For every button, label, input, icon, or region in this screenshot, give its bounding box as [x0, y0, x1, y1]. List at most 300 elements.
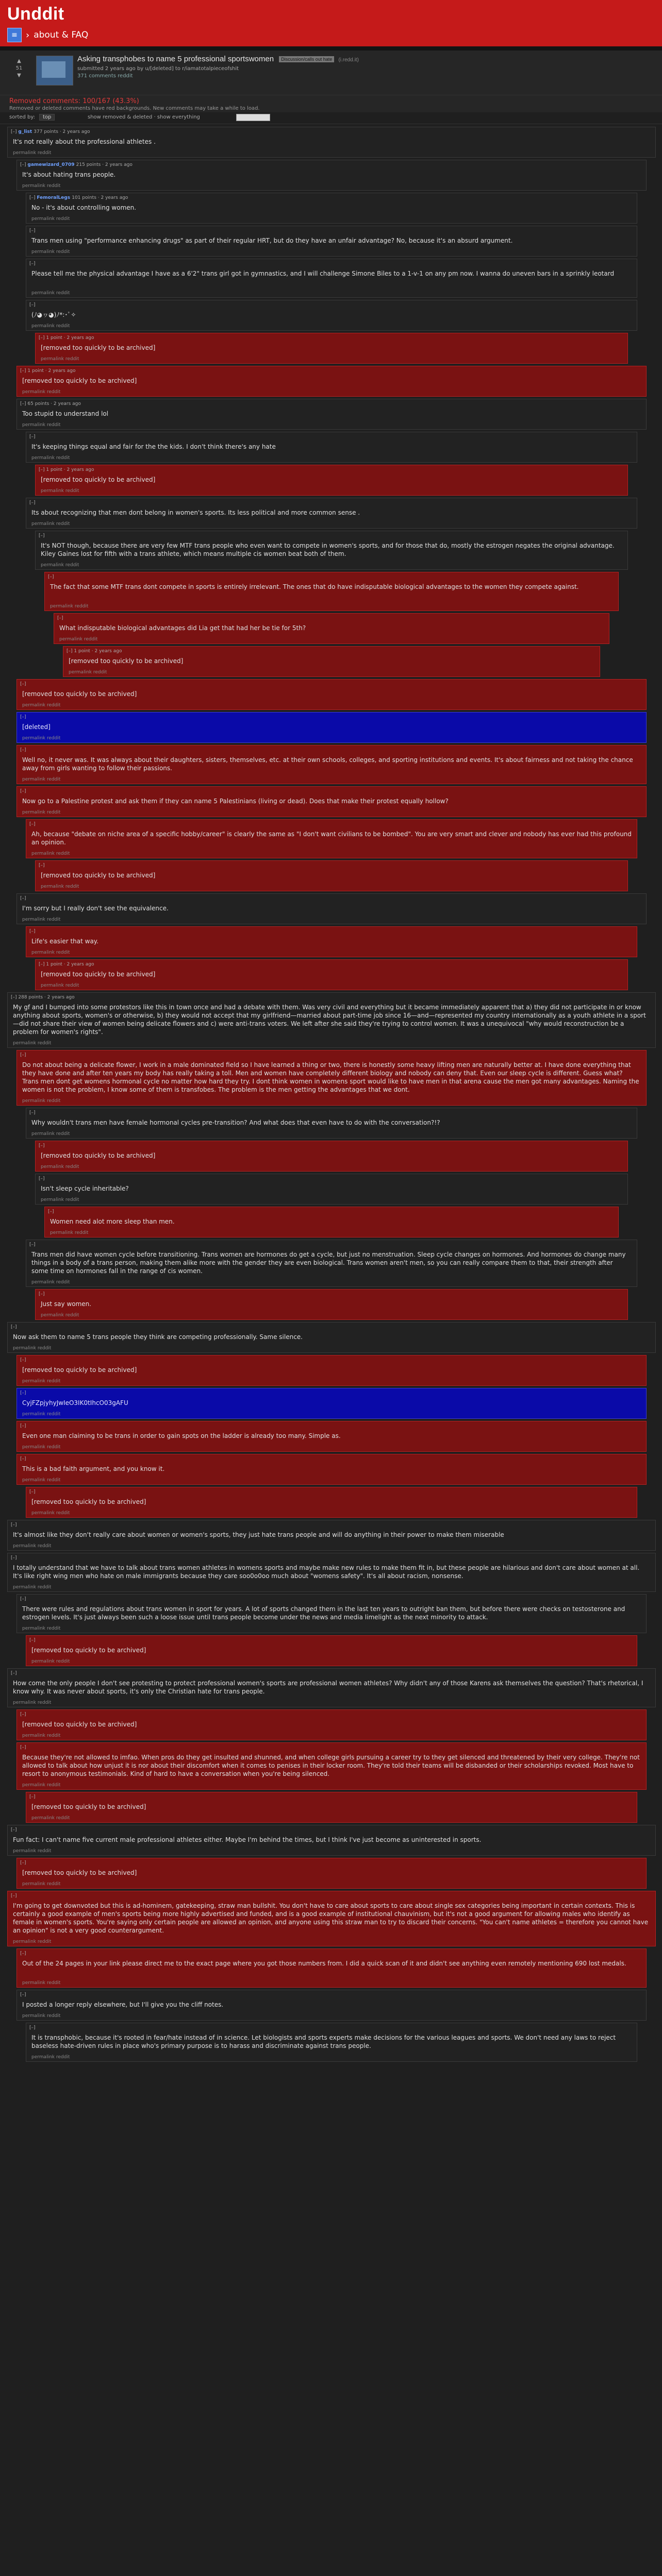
comment-body: My gf and I bumped into some protestors like this in town once and had a debate with them. Was very civil and everything but it became immediately apparent that a) they did not participate in or know anything about sports, women's or otherwise, b) they would not accept that my girlfriend—married about part-time job since 16—and—represented my country internationally as a youth athlete in a sport—did not share their view of women being delicate flowers and c) were anti-trans voters. We left after she said they're trying to control women. It was a unequivocal "why would reconstruction be a problem for women's rights". — [13, 1004, 646, 1036]
comment — [16, 1948, 647, 1988]
comment — [26, 1240, 637, 1287]
comment-body: Trans men using "performance enhancing drugs" as part of their regular HRT, but do they have an unfair advantage? No, because it's an absurd argument. — [31, 237, 513, 244]
collapse-toggle[interactable]: [–] — [20, 789, 26, 794]
comment-body: Women need alot more sleep than men. — [50, 1218, 175, 1225]
comment-meta — [67, 649, 122, 654]
comment-score: 65 points · 2 years ago — [27, 401, 81, 406]
comment-body: (ﾉ◕ヮ◕)ﾉ*:･ﾟ✧ — [31, 311, 76, 318]
comment-body: Ah, because "debate on niche area of a specific hobby/career" is clearly the same as "I don't want civilians to be bombed". You are very smart and clever and nobody has ever had this profound an opinion. — [31, 831, 632, 846]
comment-meta — [20, 1992, 26, 1997]
comment-body: I'm sorry but I really don't see the equivalence. — [22, 905, 169, 912]
comment-body: Just say women. — [41, 1300, 92, 1308]
collapse-toggle[interactable]: [–] — [29, 822, 36, 827]
comment-meta — [29, 302, 36, 308]
collapse-toggle[interactable]: [–] — [20, 748, 26, 753]
comment-body: Too stupid to understand lol — [22, 410, 109, 417]
comment-meta — [11, 1893, 17, 1899]
comment-meta — [29, 1489, 36, 1495]
comment — [7, 1825, 656, 1856]
search-input[interactable] — [236, 114, 270, 121]
comment-meta — [39, 962, 94, 967]
comment-permalink[interactable]: permalink reddit — [13, 150, 52, 156]
downvote-icon[interactable]: ▼ — [17, 73, 21, 78]
comment-permalink[interactable]: permalink reddit — [22, 1478, 61, 1483]
comment-permalink[interactable]: permalink reddit — [41, 488, 79, 494]
collapse-toggle[interactable]: [–] — [48, 1209, 54, 1214]
collapse-toggle[interactable]: [–] — [20, 682, 26, 687]
comment-meta — [20, 715, 26, 720]
comment-permalink[interactable]: permalink reddit — [31, 291, 70, 296]
comment-meta — [29, 434, 36, 439]
comment-permalink[interactable]: permalink reddit — [22, 183, 61, 189]
post-comments-link[interactable]: 371 comments reddit — [77, 73, 133, 79]
comment-meta — [29, 1638, 36, 1643]
comment-score: 1 point · 2 years ago — [27, 368, 76, 374]
removed-note: Removed or deleted comments have red backgrounds. New comments may take a while to load. — [9, 106, 260, 111]
comment-meta — [20, 162, 133, 167]
comment-permalink[interactable]: permalink reddit — [50, 1230, 89, 1235]
comment-body: No - it's about controlling women. — [31, 204, 137, 211]
collapse-toggle[interactable]: [–] — [29, 261, 36, 266]
removed-count: Removed comments: 100/167 (43.3%) — [9, 97, 139, 105]
comment — [7, 127, 656, 158]
comment-permalink[interactable]: permalink reddit — [31, 1511, 70, 1516]
comment-meta — [20, 1423, 26, 1429]
post-title-text[interactable]: Asking transphobes to name 5 professional sportswomen — [77, 55, 274, 63]
comment-permalink[interactable]: permalink reddit — [22, 736, 61, 741]
comment-permalink[interactable]: permalink reddit — [31, 324, 70, 329]
comment — [35, 1141, 628, 1172]
comment — [35, 1289, 628, 1320]
comment-meta — [20, 1053, 26, 1058]
comment — [44, 1207, 619, 1238]
comment-meta — [11, 1522, 17, 1528]
collapse-toggle[interactable]: [–] — [20, 1712, 26, 1717]
collapse-toggle[interactable]: [–] — [29, 228, 36, 233]
comment-body: It's almost like they don't really care about women or women's sports, they just hate trans people and will do anything in their power to make them miserable — [13, 1531, 504, 1538]
comment — [26, 819, 637, 858]
comment-permalink[interactable]: permalink reddit — [41, 983, 79, 988]
collapse-toggle[interactable]: [–] — [29, 1794, 36, 1800]
upvote-icon[interactable]: ▲ — [17, 58, 21, 64]
comment — [16, 1454, 647, 1485]
sort-label: sorted by: — [9, 114, 35, 120]
comment-body: Life's easier that way. — [31, 938, 99, 945]
comment — [63, 646, 600, 677]
chevron-right-icon: › — [26, 29, 30, 41]
comment — [16, 745, 647, 784]
post-submitted: submitted 2 years ago by u/[deleted] to r/iamatotalpieceofshit — [77, 66, 239, 72]
comment — [16, 1594, 647, 1633]
comment — [35, 1174, 628, 1205]
comment-body: [removed too quickly to be archived] — [41, 1152, 156, 1159]
comment-author[interactable]: g_list — [18, 129, 34, 134]
comment — [16, 1355, 647, 1386]
comment-meta — [48, 574, 54, 580]
collapse-toggle[interactable]: [–] — [20, 368, 28, 374]
collapse-toggle[interactable]: [–] — [20, 1456, 26, 1462]
comment-meta — [11, 1555, 17, 1561]
comment — [7, 992, 656, 1048]
comment-meta — [29, 261, 36, 266]
comment-permalink[interactable]: permalink reddit — [22, 777, 61, 782]
comment-meta — [29, 1242, 36, 1247]
comment-body: [removed too quickly to be archived] — [31, 1498, 146, 1505]
comment-body: Because they're not allowed to imfao. When pros do they get insulted and shunned, and when college girls pursuing a career try to they get silenced and threatened by their very college. They're not allowed to talk about how unjust it is nor about their discomfort when it comes to penises in their locker room. They're told their teams will be disbanded or their scholarships revoked. Most have to resort to anonymous testimonials. Kind of hard to have a conversation when you're being silenced. — [22, 1754, 640, 1777]
comment-body: [removed too quickly to be archived] — [31, 1647, 146, 1654]
comment-body: Even one man claiming to be trans in order to gain spots on the ladder is already too many. Simple as. — [22, 1432, 341, 1439]
menu-icon[interactable]: ≡ — [7, 28, 22, 42]
comment-permalink[interactable]: permalink reddit — [13, 1585, 52, 1590]
comment-body: [removed too quickly to be archived] — [41, 971, 156, 978]
collapse-toggle[interactable]: [–] — [48, 574, 54, 580]
comment-meta — [20, 1951, 26, 1956]
comment-meta — [29, 929, 36, 934]
comment-meta — [20, 682, 26, 687]
collapse-toggle[interactable]: [–] — [20, 1423, 26, 1429]
comment-body: Trans men did have women cycle before transitioning. Trans women are hormones do get a cycle, but just no menstruation. Sleep cycle changes on hormones. And hormones do change many things in a body of a trans person, making them alike more with the gender they are even biological. Trans women aren't men, so you can really compare them to that, their strength after some time on hormones fall in the range of cis women. — [31, 1251, 626, 1275]
comment — [16, 1388, 647, 1419]
comment-meta — [48, 1209, 54, 1214]
collapse-toggle[interactable]: [–] — [20, 1951, 26, 1956]
comment-body: [removed too quickly to be archived] — [69, 657, 184, 665]
collapse-toggle[interactable]: [–] — [29, 1110, 36, 1115]
comment — [16, 786, 647, 817]
comment-meta — [11, 1671, 17, 1676]
comment-meta — [20, 1456, 26, 1462]
comment-body: [removed too quickly to be archived] — [22, 1869, 137, 1876]
comment-meta — [39, 1292, 45, 1297]
comment-meta — [20, 1712, 26, 1717]
comment-author[interactable]: gamewizard_0709 — [27, 162, 76, 167]
collapse-toggle[interactable]: [–] — [39, 1143, 45, 1148]
comment-body: I totally understand that we have to talk about trans women athletes in womens sports and maybe make new rules to make them fit in, but these people are hilarious and don't care about women at all. It's like right wing men who hate on male immigrants because they care soo0o0oo much about "womens safety". It's all about racism, nonsense. — [13, 1564, 640, 1580]
comment-meta — [20, 789, 26, 794]
comment-meta — [20, 1358, 26, 1363]
comment-meta — [29, 500, 36, 505]
about-link[interactable]: about & FAQ — [34, 30, 89, 40]
comment-permalink[interactable]: permalink reddit — [31, 1280, 70, 1285]
comment-permalink[interactable]: permalink reddit — [13, 1041, 52, 1046]
comment — [26, 2023, 637, 2062]
comment — [7, 1668, 656, 1707]
comment-meta — [11, 1827, 17, 1833]
comment-permalink[interactable]: permalink reddit — [31, 1659, 70, 1664]
collapse-toggle[interactable]: [–] — [20, 1860, 26, 1866]
comment-score: 1 point · 2 years ago — [74, 649, 122, 654]
comment-body: The fact that some MTF trans dont compete in sports is entirely irrelevant. The ones that do have indisputable biological advantages to the women they compete against. — [50, 583, 579, 590]
collapse-toggle[interactable]: [–] — [39, 962, 46, 967]
collapse-toggle[interactable]: [–] — [20, 1745, 26, 1750]
post-vote — [12, 58, 26, 79]
comment-body: It's about hating trans people. — [22, 171, 116, 178]
comment-score: 377 points · 2 years ago — [34, 129, 90, 134]
comment-body: What indisputable biological advantages did Lia get that had her be tie for 5th? — [59, 624, 306, 632]
comment — [16, 1709, 647, 1740]
comment — [35, 333, 628, 364]
comment-body: Why wouldn't trans men have female hormonal cycles pre-transition? And what does that even have to do with the conversation?!? — [31, 1119, 440, 1126]
collapse-toggle[interactable]: [–] — [39, 467, 46, 472]
comment — [26, 432, 637, 463]
collapse-toggle[interactable]: [–] — [57, 616, 63, 621]
comment-permalink[interactable]: permalink reddit — [59, 637, 98, 642]
comment-permalink[interactable]: permalink reddit — [31, 1816, 70, 1821]
show-label: show removed & deleted · show everything — [88, 114, 200, 120]
comment-body: Out of the 24 pages in your link please direct me to the exact page where you got those numbers from. I did a quick scan of it and didn't see anything even remotely mentioning 690 lost medals. — [22, 1960, 626, 1967]
comment-meta — [20, 1860, 26, 1866]
collapse-toggle[interactable]: [–] — [29, 302, 36, 308]
collapse-toggle[interactable]: [–] — [20, 1391, 26, 1396]
comment — [16, 893, 647, 924]
comment-permalink[interactable]: permalink reddit — [13, 1544, 52, 1549]
comment-body: [deleted] — [22, 723, 51, 731]
comment — [16, 679, 647, 710]
comment — [16, 1858, 647, 1889]
collapse-toggle[interactable]: [–] — [11, 129, 19, 134]
comment-meta — [29, 822, 36, 827]
collapse-toggle[interactable]: [–] — [39, 533, 45, 538]
comment-permalink[interactable]: permalink reddit — [41, 884, 79, 889]
comment-permalink[interactable]: permalink reddit — [31, 851, 70, 856]
comment-permalink[interactable]: permalink reddit — [13, 1849, 52, 1854]
header-divider — [0, 46, 662, 50]
collapse-toggle[interactable]: [–] — [11, 1555, 17, 1561]
collapse-toggle[interactable]: [–] — [20, 162, 28, 167]
comment-meta — [39, 1143, 45, 1148]
collapse-toggle[interactable]: [–] — [29, 929, 36, 934]
comment — [35, 531, 628, 570]
comment-body: There were rules and regulations about trans women in sport for years. A lot of sports changed them in the last ten years to outright ban them, but before there were checks on testosterone and estrogen levels. It's just always been such a loose issue until trans people become under the news and media limelight as the next minority to attack. — [22, 1605, 625, 1621]
collapse-toggle[interactable]: [–] — [67, 649, 74, 654]
comment — [26, 193, 637, 224]
comment-permalink[interactable]: permalink reddit — [22, 389, 61, 395]
comment-permalink[interactable]: permalink reddit — [31, 455, 70, 461]
comment-body: It's keeping things equal and fair for the the kids. I don't think there's any hate — [31, 443, 276, 450]
comment-body: Its about recognizing that men dont belong in women's sports. Its less political and more common sense . — [31, 509, 360, 516]
comment-body: I'm going to get downvoted but this is ad-hominem, gatekeeping, straw man bullshit. You don't have to care about sports to care about single sex categories being important in certain contexts. This is certainly a good example of men's sports being more highly advertised and funded, and is a good example of institutional chauvinism, but it's not a good argument for allowing males who identify as female in women's sports. You're saying only certain people are allowed an opinion, and anyone using this straw man to try to discard their concerns. "You can't name athletes = therefore you cannot have an opinion" is not a very good counterargument. — [13, 1902, 649, 1934]
comment-permalink[interactable]: permalink reddit — [31, 950, 70, 955]
comment — [16, 712, 647, 743]
comment-meta — [20, 896, 26, 901]
comment-body: It's NOT though, because there are very few MTF trans people who even want to compete in women's sports, and for those that do, mostly the estrogen negates the original advantage. Kiley Gaines lost for fifth with a trans athlete, which means multiple cis women beat both of them. — [41, 542, 615, 557]
post-score: 51 — [15, 65, 23, 71]
comment-permalink[interactable]: permalink reddit — [31, 249, 70, 255]
comment-body: [removed too quickly to be archived] — [22, 377, 137, 384]
comment-meta — [20, 401, 81, 406]
collapse-toggle[interactable]: [–] — [29, 1242, 36, 1247]
comment — [26, 259, 637, 298]
comment-permalink[interactable]: permalink reddit — [22, 1626, 61, 1631]
collapse-toggle[interactable]: [–] — [39, 335, 46, 341]
post-thumbnail[interactable] — [36, 56, 73, 86]
sort-select[interactable]: top — [39, 114, 55, 121]
comment-permalink[interactable]: permalink reddit — [13, 1346, 52, 1351]
comment-meta — [29, 195, 128, 200]
show-select[interactable]: show everything — [157, 114, 200, 120]
collapse-toggle[interactable]: [–] — [11, 1893, 17, 1899]
comment-permalink[interactable]: permalink reddit — [22, 1379, 61, 1384]
collapse-toggle[interactable]: [–] — [29, 195, 37, 200]
comment-author[interactable]: FemoralLegs — [37, 195, 72, 200]
comment-body: Now go to a Palestine protest and ask them if they can name 5 Palestinians (living or dead). Does that make their protest equally hollow? — [22, 798, 449, 805]
comment-body: Do not about being a delicate flower, I work in a male dominated field so I have learned a thing or two, there is honestly some heavy lifting men are naturally better at. I have done everything that they have done and after ten years my body has really taking a toll. Men and women have completely different biology and nobody can deny that. Even our sleep cycle is different. Guess what? Trans men dont get womens hormonal cycle no matter how hard they try. I dont think women in womens sport would like to have men in that arena cause the men got many advantages. Naming the women is not the problem, I know some of them is transfobes. The problem is the men getting the advantages that we dont. — [22, 1061, 639, 1093]
collapse-toggle[interactable]: [–] — [20, 401, 28, 406]
comment-body: It's not really about the professional athletes . — [13, 138, 156, 145]
comment-score: 1 point · 2 years ago — [46, 335, 94, 341]
comment — [7, 1891, 656, 1946]
comment-meta — [11, 1325, 17, 1330]
comment — [26, 1792, 637, 1823]
comment-permalink[interactable]: permalink reddit — [22, 1098, 61, 1104]
comment-body: CyjFZpjyhyJwIeO3IK0tIhcO03gAFU — [22, 1399, 128, 1406]
comment-body: Fun fact: I can't name five current male professional athletes either. Maybe I'm behind the times, but I think I've just become as uninterested in sports. — [13, 1836, 482, 1843]
comment-body: [removed too quickly to be archived] — [41, 344, 156, 351]
comment — [35, 465, 628, 496]
collapse-toggle[interactable]: [–] — [11, 1671, 17, 1676]
comment-meta — [39, 863, 45, 868]
collapse-toggle[interactable]: [–] — [29, 1638, 36, 1643]
comment — [26, 926, 637, 957]
comment-permalink[interactable]: permalink reddit — [22, 1445, 61, 1450]
comment-body: [removed too quickly to be archived] — [22, 1366, 137, 1374]
comment-meta — [11, 995, 75, 1000]
comment-permalink[interactable]: permalink reddit — [31, 521, 70, 527]
post-header — [0, 50, 662, 95]
comment-body: How come the only people I don't see protesting to protect professional women's sports are professional women athletes? Why didn't any of those Karens ask themselves the question? That's rhetorical, I know why. It was never about sports, it's only the Christian hate for trans people. — [13, 1680, 643, 1695]
comment-meta — [29, 1110, 36, 1115]
comment — [16, 1050, 647, 1106]
comment-body: [removed too quickly to be archived] — [31, 1803, 146, 1810]
comment-body: This is a bad faith argument, and you know it. — [22, 1465, 165, 1472]
collapse-toggle[interactable]: [–] — [11, 1325, 17, 1330]
comment-permalink[interactable]: permalink reddit — [31, 2055, 70, 2060]
comment-score: 101 points · 2 years ago — [72, 195, 128, 200]
comment-meta — [20, 1745, 26, 1750]
comment — [16, 399, 647, 430]
comment-body: It is transphobic, because it's rooted in fear/hate instead of in science. Let biologists and sports experts make decisions for the various leagues and sports. We don't need any laws to reject baseless hate-driven rules in place who's primary purpose is to harass and discriminate against trans people. — [31, 2034, 616, 2049]
collapse-toggle[interactable]: [–] — [11, 1522, 17, 1528]
post-domain[interactable]: (i.redd.it) — [338, 57, 359, 63]
comment — [35, 860, 628, 891]
comment-meta — [11, 129, 90, 134]
comment-permalink[interactable]: permalink reddit — [41, 1313, 79, 1318]
comment — [26, 1487, 637, 1518]
comment-permalink[interactable]: permalink reddit — [31, 1131, 70, 1137]
comment — [26, 1635, 637, 1666]
comment — [7, 1553, 656, 1592]
comment-meta — [39, 1176, 45, 1181]
comment-permalink[interactable]: permalink reddit — [22, 1783, 61, 1788]
comment — [16, 1742, 647, 1790]
comment-body: Now ask them to name 5 trans people they think are competing professionally. Same silence. — [13, 1333, 303, 1341]
comment-meta — [20, 1391, 26, 1396]
comment-meta — [29, 1794, 36, 1800]
comment-body: Isn't sleep cycle inheritable? — [41, 1185, 129, 1192]
comment-permalink[interactable]: permalink reddit — [22, 703, 61, 708]
comment-permalink[interactable]: permalink reddit — [22, 1980, 61, 1986]
comment-permalink[interactable]: permalink reddit — [69, 670, 107, 675]
comment — [26, 300, 637, 331]
comment — [16, 366, 647, 397]
collapse-toggle[interactable]: [–] — [20, 1992, 26, 1997]
site-logo[interactable]: Unddit — [7, 4, 64, 24]
comment — [7, 1520, 656, 1551]
comment-permalink[interactable]: permalink reddit — [22, 810, 61, 815]
comment-body: Please tell me the physical advantage I have as a 6'2" trans girl got in gymnastics, and I will challenge Simone Biles to a 1-v-1 on any pm now. I wanna do uneven bars in a sprinkly leotard — [31, 270, 615, 277]
collapse-toggle[interactable]: [–] — [11, 1827, 17, 1833]
sort-bar — [0, 112, 662, 124]
collapse-toggle[interactable]: [–] — [39, 1292, 45, 1297]
comment-permalink[interactable]: permalink reddit — [31, 216, 70, 222]
comment-permalink[interactable]: permalink reddit — [13, 1700, 52, 1705]
collapse-toggle[interactable]: [–] — [29, 2025, 36, 2030]
collapse-toggle[interactable]: [–] — [20, 1053, 26, 1058]
comment — [26, 498, 637, 529]
comment-permalink[interactable]: permalink reddit — [41, 1164, 79, 1170]
collapse-toggle[interactable]: [–] — [39, 1176, 45, 1181]
comment-permalink[interactable]: permalink reddit — [13, 1939, 52, 1944]
collapse-toggle[interactable]: [–] — [39, 863, 45, 868]
collapse-toggle[interactable]: [–] — [20, 896, 26, 901]
comment-meta — [29, 228, 36, 233]
comment — [7, 1322, 656, 1353]
collapse-toggle[interactable]: [–] — [20, 1358, 26, 1363]
comment-meta — [39, 533, 45, 538]
removed-info — [0, 95, 662, 113]
comment-permalink[interactable]: permalink reddit — [41, 357, 79, 362]
header-nav — [7, 28, 88, 42]
comment — [16, 1421, 647, 1452]
collapse-toggle[interactable]: [–] — [11, 995, 19, 1000]
comment-permalink[interactable]: permalink reddit — [22, 917, 61, 922]
comment-meta — [57, 616, 63, 621]
comment-score: 1 point · 2 years ago — [46, 467, 94, 472]
comment — [16, 160, 647, 191]
comment-meta — [29, 2025, 36, 2030]
comment-permalink[interactable]: permalink reddit — [22, 1412, 61, 1417]
comment — [54, 613, 609, 644]
collapse-toggle[interactable]: [–] — [29, 500, 36, 505]
comment — [26, 226, 637, 257]
collapse-toggle[interactable]: [–] — [20, 1597, 26, 1602]
comment-meta — [39, 467, 94, 472]
comment-permalink[interactable]: permalink reddit — [22, 1733, 61, 1738]
comment-permalink[interactable]: permalink reddit — [41, 1197, 79, 1202]
comment-permalink[interactable]: permalink reddit — [50, 604, 89, 609]
comment — [16, 1990, 647, 2021]
comment-score: 1 point · 2 years ago — [46, 962, 94, 967]
comment-meta — [20, 368, 75, 374]
comment-body: [removed too quickly to be archived] — [41, 872, 156, 879]
collapse-toggle[interactable]: [–] — [29, 1489, 36, 1495]
comment-permalink[interactable]: permalink reddit — [22, 2013, 61, 2019]
collapse-toggle[interactable]: [–] — [29, 434, 36, 439]
comment-permalink[interactable]: permalink reddit — [22, 422, 61, 428]
comment — [35, 959, 628, 990]
comment-body: [removed too quickly to be archived] — [22, 1721, 137, 1728]
comment-permalink[interactable]: permalink reddit — [22, 1882, 61, 1887]
comment — [26, 1108, 637, 1139]
collapse-toggle[interactable]: [–] — [20, 715, 26, 720]
comment-permalink[interactable]: permalink reddit — [41, 563, 79, 568]
comment-body: [removed too quickly to be archived] — [41, 476, 156, 483]
post-flair: Discussion/calls out hate — [279, 56, 334, 62]
comment-body: I posted a longer reply elsewhere, but I'll give you the cliff notes. — [22, 2001, 224, 2008]
post-title[interactable] — [77, 55, 359, 63]
comment-body: [removed too quickly to be archived] — [22, 690, 137, 698]
comment-meta — [20, 748, 26, 753]
comment-body: Well no, it never was. It was always about their daughters, sisters, themselves, etc. at their own schools, colleges, and sporting institutions and events. It's about fairness and not taking the chance away from girls wanting to follow their passions. — [22, 756, 633, 772]
